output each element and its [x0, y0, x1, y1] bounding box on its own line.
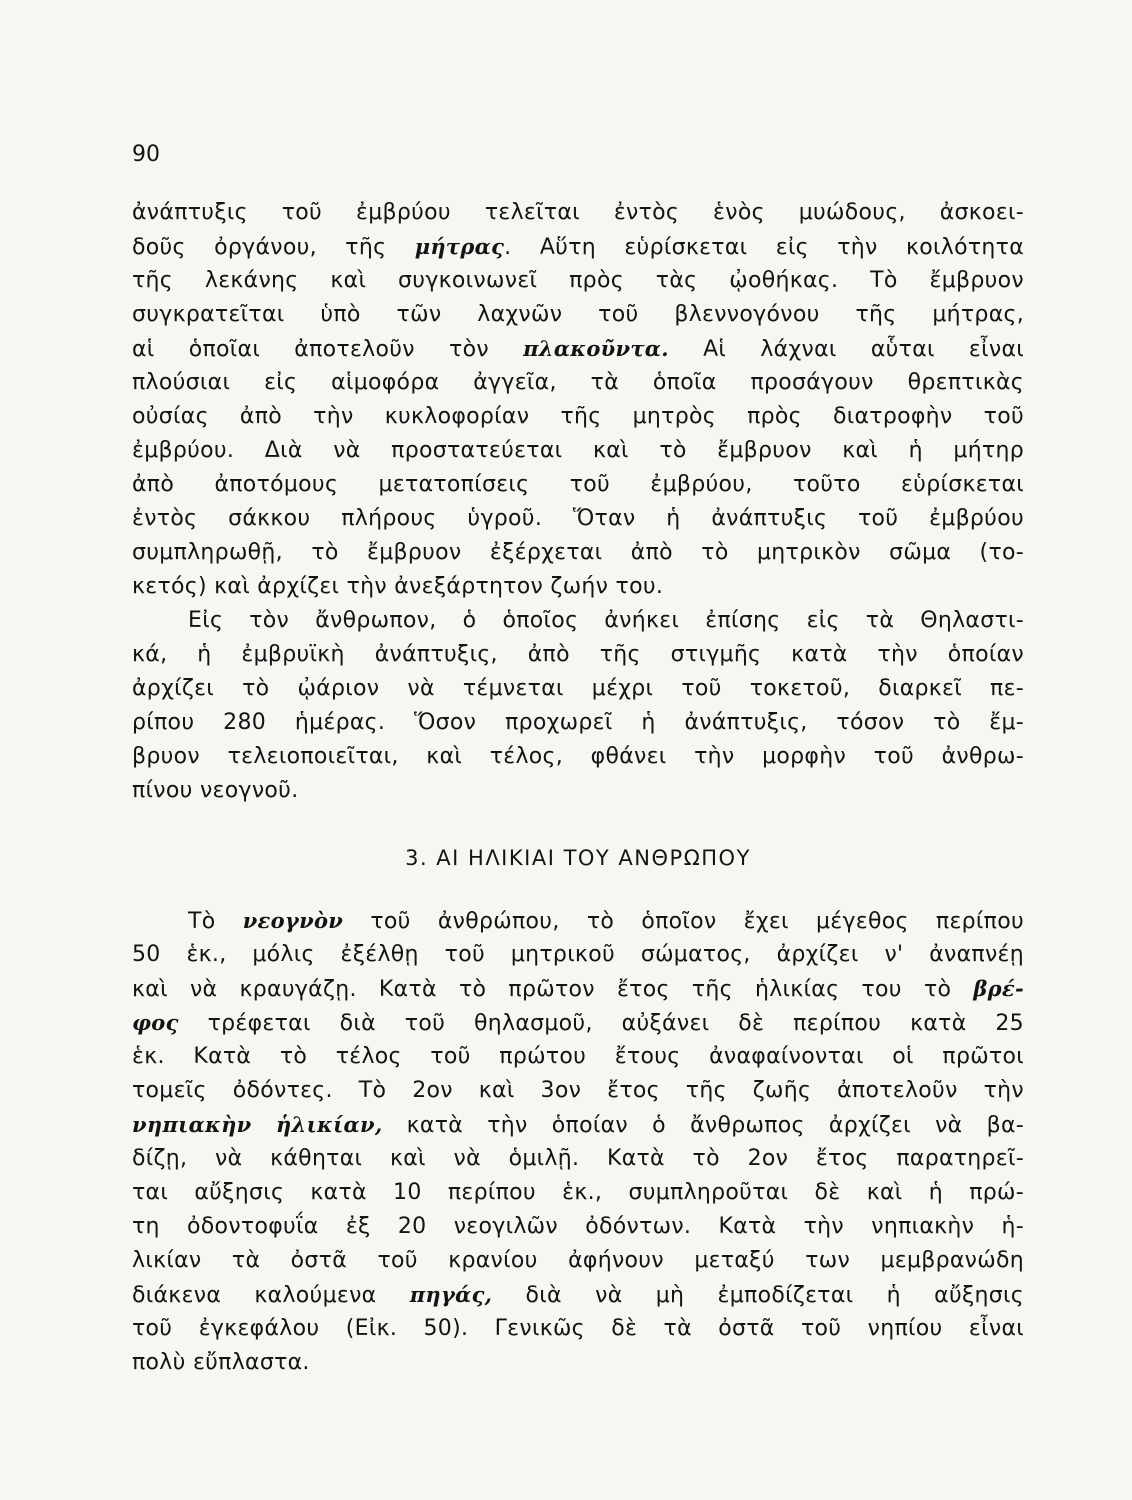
term-neognon: νεογνὸν [242, 908, 344, 933]
text-line: ἐντὸς σάκκου πλήρους ὑγροῦ. Ὅταν ἡ ἀνάπτυξις τοῦ ἐμβρύου [132, 506, 1024, 531]
text-line: συμπληρωθῇ, τὸ ἔμβρυον ἐξέρχεται ἀπὸ τὸ μητρικὸν σῶμα (το- [132, 540, 1024, 565]
text-line: ἀπὸ ἀποτόμους μετατοπίσεις τοῦ ἐμβρύου, τοῦτο εὑρίσκεται [132, 472, 1024, 497]
text-line: 50 ἑκ., μόλις ἐξέλθῃ τοῦ μητρικοῦ σώματος, ἀρχίζει ν' ἀναπνέῃ [132, 942, 1024, 967]
term-piges: πηγάς, [409, 1282, 493, 1307]
text-line: αἱ ὁποῖαι ἀποτελοῦν τὸν πλακοῦντα. Αἱ λάχναι αὗται εἶναι [132, 336, 1025, 362]
text-line: Τὸ νεογνὸν τοῦ ἀνθρώπου, τὸ ὁποῖον ἔχει μέγεθος περίπου [188, 908, 1024, 934]
section-heading: 3. ΑΙ ΗΛΙΚΙΑΙ ΤΟΥ ΑΝΘΡΩΠΟΥ [405, 846, 751, 870]
term-nipiaki-ilikia: νηπιακὴν ἡλικίαν, [132, 1112, 383, 1137]
text-line: καὶ νὰ κραυγάζῃ. Κατὰ τὸ πρῶτον ἔτος τῆς ἡλικίας του τὸ βρέ- [132, 976, 1024, 1002]
text-line: ἐμβρύου. Διὰ νὰ προστατεύεται καὶ τὸ ἔμβρυον καὶ ἡ μήτηρ [132, 438, 1024, 463]
text-line: ἀρχίζει τὸ ᾠάριον νὰ τέμνεται μέχρι τοῦ τοκετοῦ, διαρκεῖ πε- [132, 676, 1024, 701]
text-line: ἀνάπτυξις τοῦ ἐμβρύου τελεῖται ἐντὸς ἑνὸς μυώδους, ἀσκοει- [132, 200, 1024, 225]
text-line: οὐσίας ἀπὸ τὴν κυκλοφορίαν τῆς μητρὸς πρὸς διατροφὴν τοῦ [132, 404, 1024, 429]
term-mitra: μήτρας [414, 234, 505, 259]
text-line: κά, ἡ ἐμβρυϊκὴ ἀνάπτυξις, ἀπὸ τῆς στιγμῆς κατὰ τὴν ὁποίαν [132, 642, 1024, 667]
term-plakous: πλακοῦντα. [523, 336, 669, 361]
text-line: τομεῖς ὀδόντες. Τὸ 2ον καὶ 3ον ἔτος τῆς ζωῆς ἀποτελοῦν τὴν [132, 1078, 1024, 1103]
text-line: τη ὀδοντοφυΐα ἐξ 20 νεογιλῶν ὀδόντων. Κατὰ τὴν νηπιακὴν ἡ- [132, 1214, 1024, 1239]
text-line: φος τρέφεται διὰ τοῦ θηλασμοῦ, αὐξάνει δὲ περίπου κατὰ 25 [132, 1010, 1024, 1036]
text-line: βρυον τελειοποιεῖται, καὶ τέλος, φθάνει τὴν μορφὴν τοῦ ἀνθρω- [132, 744, 1024, 769]
text-line: πολὺ εὔπλαστα. [132, 1350, 310, 1375]
text-line: τοῦ ἐγκεφάλου (Εἰκ. 50). Γενικῶς δὲ τὰ ὀστᾶ τοῦ νηπίου εἶναι [132, 1316, 1024, 1341]
text-line: νηπιακὴν ἡλικίαν, κατὰ τὴν ὁποίαν ὁ ἄνθρωπος ἀρχίζει νὰ βα- [132, 1112, 1025, 1138]
text-line: Εἰς τὸν ἄνθρωπον, ὁ ὁποῖος ἀνήκει ἐπίσης εἰς τὰ Θηλαστι- [188, 608, 1024, 633]
text-line: ἑκ. Κατὰ τὸ τέλος τοῦ πρώτου ἔτους ἀναφαίνονται οἱ πρῶτοι [132, 1044, 1024, 1069]
paragraph-human-gestation [132, 604, 1024, 808]
text-line: κετός) καὶ ἀρχίζει τὴν ἀνεξάρτητον ζωήν του. [132, 574, 664, 599]
paragraph-embryo-development [132, 196, 1024, 604]
page-number: 90 [132, 142, 160, 167]
text-line: τῆς λεκάνης καὶ συγκοινωνεῖ πρὸς τὰς ᾠοθήκας. Τὸ ἔμβρυον [132, 268, 1024, 293]
paragraph-human-ages [132, 904, 1024, 1380]
text-line: διάκενα καλούμενα πηγάς, διὰ νὰ μὴ ἐμποδίζεται ἡ αὔξησις [132, 1282, 1024, 1308]
text-line: ται αὔξησις κατὰ 10 περίπου ἑκ., συμπληροῦται δὲ καὶ ἡ πρώ- [132, 1180, 1024, 1205]
text-line: πίνου νεογνοῦ. [132, 778, 299, 803]
text-line: λικίαν τὰ ὀστᾶ τοῦ κρανίου ἀφήνουν μεταξύ των μεμβρανώδη [132, 1248, 1024, 1273]
text-line: πλούσιαι εἰς αἱμοφόρα ἀγγεῖα, τὰ ὁποῖα προσάγουν θρεπτικὰς [132, 370, 1024, 395]
text-line: δίζῃ, νὰ κάθηται καὶ νὰ ὁμιλῇ. Κατὰ τὸ 2ον ἔτος παρατηρεῖ- [132, 1146, 1024, 1171]
text-line: ρίπου 280 ἡμέρας. Ὅσον προχωρεῖ ἡ ἀνάπτυξις, τόσον τὸ ἔμ- [132, 710, 1024, 735]
term-vrefos: βρέ- [973, 976, 1024, 1001]
term-vrefos-cont: φος [132, 1010, 179, 1035]
text-line: συγκρατεῖται ὑπὸ τῶν λαχνῶν τοῦ βλεννογόνου τῆς μήτρας, [132, 302, 1024, 327]
text-line: δοῦς ὀργάνου, τῆς μήτρας. Αὕτη εὑρίσκεται εἰς τὴν κοιλότητα [132, 234, 1024, 260]
